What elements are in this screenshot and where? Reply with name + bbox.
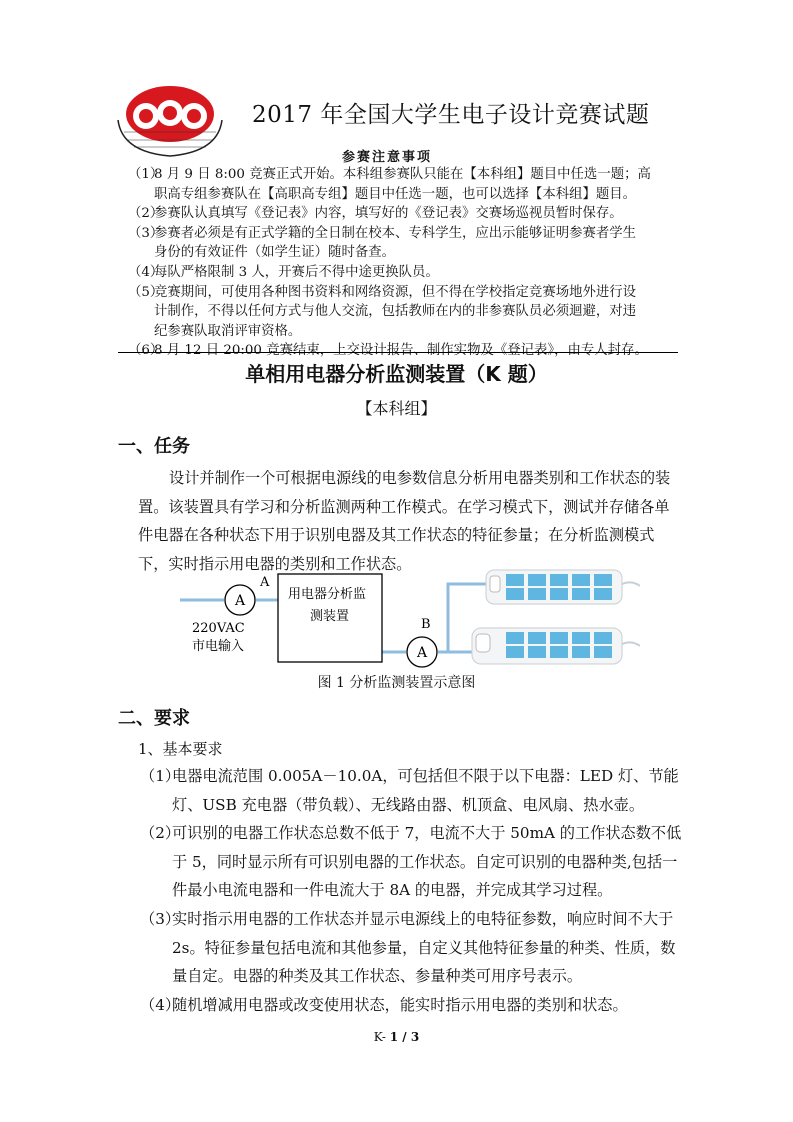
- input-label-1: 220VAC: [192, 621, 245, 636]
- figure-caption: 图 1 分析监测装置示意图: [317, 675, 476, 691]
- page-number: K- 1 / 3: [373, 1030, 420, 1044]
- notice-item: （5） 竞赛期间，可使用各种图书资料和网络资源，但不得在学校指定竞赛场地外进行设 计制作，不得以任何方式与他人交流，包括教师在内的非参赛队员必须迴避，对违 纪参赛队取消评审资格。: [128, 284, 637, 339]
- device-label-2: 测装置: [310, 609, 350, 624]
- task-paragraph: 设计并制作一个可根据电源线的电参数信息分析用电器类别和工作状态的装置。该装置具有学习和分析监测两种工作模式。在学习模式下，测试并存储各单件电器在各种状态下用于识别电器及其工作状态的特征参量；在分析监测模式下，实时指示用电器的类别和工作状态。: [138, 469, 671, 573]
- notice-list: [128, 165, 683, 361]
- section-heading-task: 一、任务: [118, 436, 190, 457]
- power-strip-lower: [472, 628, 640, 664]
- problem-group: 【本科组】: [356, 399, 437, 418]
- notice-title: 参赛注意事项: [342, 150, 433, 165]
- ammeter-b-label: A: [417, 645, 428, 661]
- input-label-2: 市电输入: [192, 639, 245, 654]
- notice-item: （3） 参赛者必须是有正式学籍的全日制在校本、专科学生，应出示能够证明参赛者学生 身份的有效证件（如学生证）随时备查。: [128, 225, 637, 261]
- requirement-item: （3） 实时指示用电器的工作状态并显示电源线上的电特征参数，响应时间不大于 2s。特征参量包括电流和其他参量，自定义其他特征参量的种类、性质，数量自定。电器的种类及其工作状态、参量种类可用序号表示。: [140, 909, 676, 986]
- requirement-item: （1） 电器电流范围 0.005A－10.0A，可包括但不限于以下电器：LED 灯、节能灯、USB 充电器（带负载）、无线路由器、机顶盒、电风扇、热水壶。: [140, 767, 679, 814]
- problem-title: 单相用电器分析监测装置（K 题）: [245, 362, 548, 386]
- header-divider: [118, 352, 678, 353]
- section-heading-requirements: 二、要求: [118, 708, 190, 729]
- contest-title: 2017 年全国大学生电子设计竞赛试题: [252, 102, 650, 128]
- requirement-item: （4） 随机增减用电器或改变使用状态，能实时指示用电器的类别和状态。: [140, 995, 628, 1014]
- ammeter-a-label: A: [235, 593, 246, 609]
- figure-1: [180, 566, 640, 678]
- notice-item: （4） 每队严格限制 3 人，开赛后不得中途更换队员。: [128, 264, 439, 280]
- requirements-list: [140, 762, 685, 1019]
- notice-item: （2） 参赛队认真填写《登记表》内容，填写好的《登记表》交赛场巡视员暂时保存。: [128, 206, 623, 222]
- notice-item: （6） 8 月 12 日 20:00 竞赛结束，上交设计报告、制作实物及《登记表》，由专人封存。: [128, 343, 648, 359]
- point-a-label: A: [260, 575, 270, 590]
- notice-item: （1） 8 月 9 日 8:00 竞赛正式开始。本科组参赛队只能在【本科组】题目中任选一题；高 职高专组参赛队在【高职高专组】题目中任选一题，也可以选择【本科组】题目。: [128, 167, 651, 202]
- basic-requirements-heading: 1、基本要求: [138, 740, 223, 758]
- requirement-item: （2） 可识别的电器工作状态总数不低于 7，电流不大于 50mA 的工作状态数不低于 5，同时显示所有可识别电器的工作状态。自定可识别的电器种类,包括一件最小电流电器和一件电流大于 8A 的电器，并完成其学习过程。: [140, 824, 682, 900]
- power-strip-upper: [486, 570, 640, 604]
- point-b-label: B: [421, 617, 431, 632]
- contest-logo: [110, 80, 230, 160]
- device-label-1: 用电器分析监: [288, 587, 367, 602]
